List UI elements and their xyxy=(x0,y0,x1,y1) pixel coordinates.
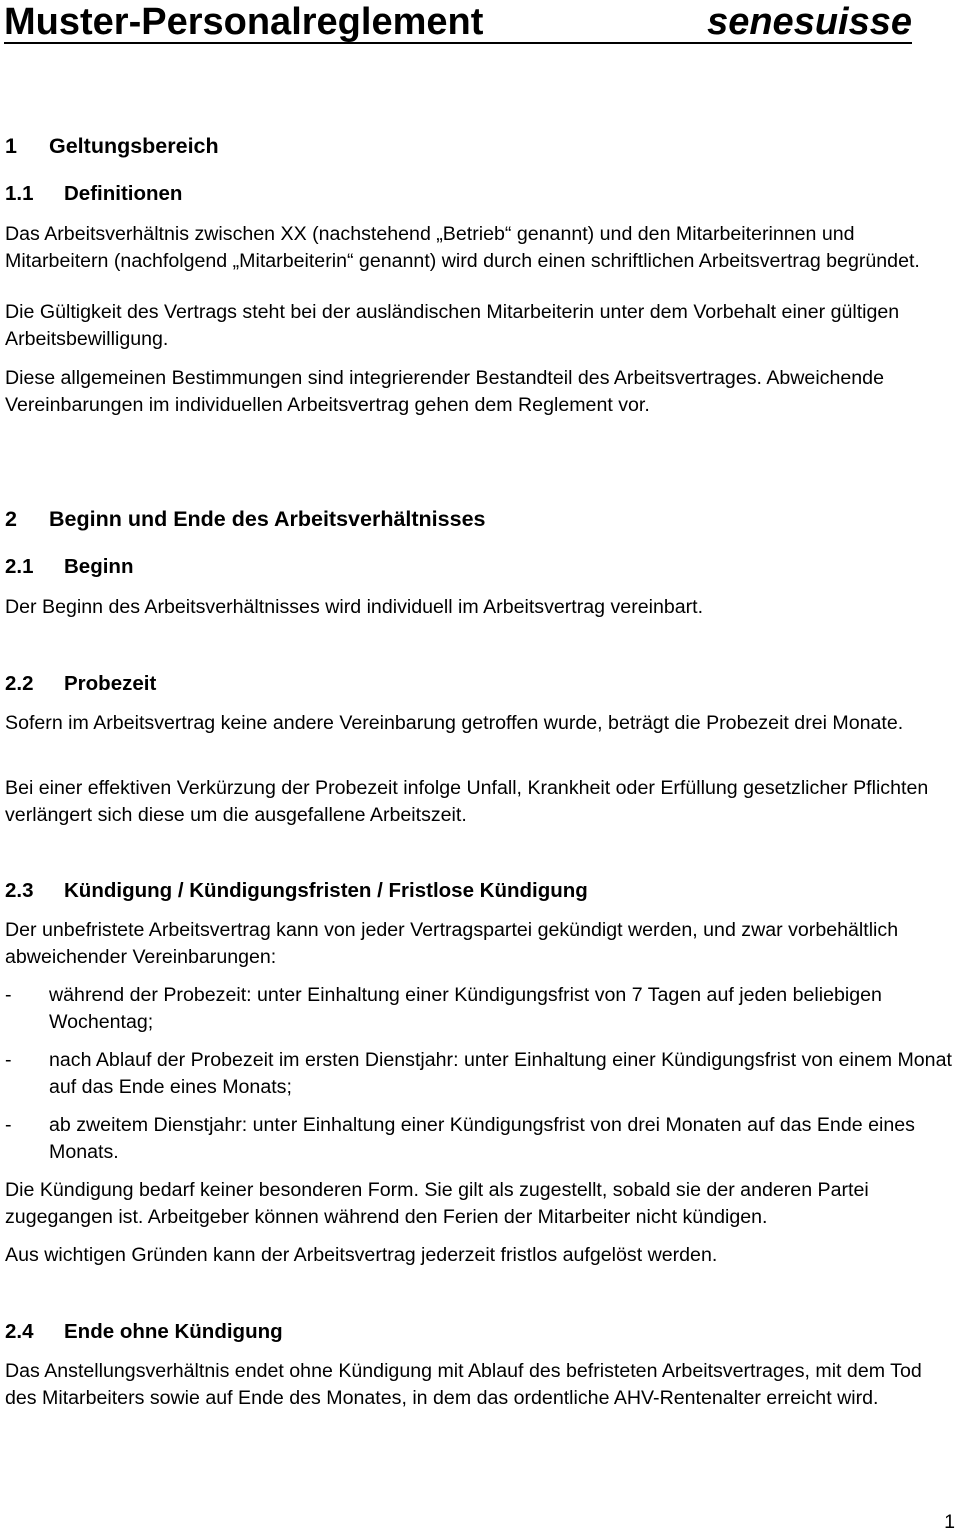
paragraph-2-3-c: Aus wichtigen Gründen kann der Arbeitsvertrag jederzeit fristlos aufgelöst werden. xyxy=(5,1244,718,1266)
paragraph-2-3-a: Der unbefristete Arbeitsvertrag kann von jeder Vertragspartei gekündigt werden, und zwar vorbehältlich abweichender Vereinbarungen: xyxy=(5,919,899,968)
section-title: Geltungsbereich xyxy=(49,134,219,158)
list-bullet: - xyxy=(5,1114,12,1136)
section-number: 2 xyxy=(5,507,17,531)
page-header xyxy=(4,0,912,44)
subsection-title: Definitionen xyxy=(64,182,183,205)
list-item-text: nach Ablauf der Probezeit im ersten Dienstjahr: unter Einhaltung einer Kündigungsfrist von einem Monat auf das Ende eines Monats; xyxy=(49,1049,952,1098)
paragraph-2-1-a: Der Beginn des Arbeitsverhältnisses wird individuell im Arbeitsvertrag vereinbart. xyxy=(5,596,704,618)
subsection-number: 2.1 xyxy=(5,555,34,578)
section-number: 1 xyxy=(5,134,17,158)
list-item xyxy=(5,1047,957,1100)
subsection-title: Ende ohne Kündigung xyxy=(64,1320,283,1343)
subsection-heading-2-1 xyxy=(5,554,957,580)
list-bullet: - xyxy=(5,1049,12,1071)
list-item-text: während der Probezeit: unter Einhaltung einer Kündigungsfrist von 7 Tagen auf jeden beliebigen Wochentag; xyxy=(49,984,882,1033)
paragraph-1-1-b: Die Gültigkeit des Vertrags steht bei der ausländischen Mitarbeiterin unter dem Vorbehalt einer gültigen Arbeitsbewilligung. xyxy=(5,301,900,350)
subsection-heading-2-4 xyxy=(5,1319,957,1345)
page-number: 1 xyxy=(944,1511,955,1533)
paragraph-2-3-b: Die Kündigung bedarf keiner besonderen Form. Sie gilt als zugestellt, sobald sie der anderen Partei zugegangen ist. Arbeitgeber können während den Ferien der Mitarbeiter nicht kündigen. xyxy=(5,1179,869,1228)
list-item xyxy=(5,982,957,1035)
subsection-title: Probezeit xyxy=(64,672,157,695)
section-title: Beginn und Ende des Arbeitsverhältnisses xyxy=(49,507,486,531)
paragraph-1-1-c: Diese allgemeinen Bestimmungen sind integrierender Bestandteil des Arbeitsvertrages. Abweichende Vereinbarungen im individuellen Arbeitsvertrag gehen dem Reglement vor. xyxy=(5,367,884,416)
list-bullet: - xyxy=(5,984,12,1006)
subsection-number: 2.4 xyxy=(5,1320,34,1343)
list-item-text: ab zweitem Dienstjahr: unter Einhaltung einer Kündigungsfrist von drei Monaten auf das Ende eines Monats. xyxy=(49,1114,915,1163)
document-title: Muster-Personalreglement xyxy=(4,1,484,43)
section-heading-1 xyxy=(5,133,957,159)
subsection-title: Kündigung / Kündigungsfristen / Fristlose Kündigung xyxy=(64,879,588,902)
section-heading-2 xyxy=(5,506,957,532)
list-item xyxy=(5,1112,957,1165)
paragraph-1-1-a: Das Arbeitsverhältnis zwischen XX (nachstehend „Betrieb“ genannt) und den Mitarbeiterinnen und Mitarbeitern (nachfolgend „Mitarbeiterin“ genannt) wird durch einen schriftlichen Arbeitsvertrag begründet. xyxy=(5,223,920,272)
paragraph-2-4-a: Das Anstellungsverhältnis endet ohne Kündigung mit Ablauf des befristeten Arbeitsvertrages, mit dem Tod des Mitarbeiters sowie auf Ende des Monates, in dem das ordentliche AHV-Rentenalter erreicht wird. xyxy=(5,1360,922,1409)
subsection-title: Beginn xyxy=(64,555,134,578)
subsection-heading-2-2 xyxy=(5,671,957,697)
paragraph-2-2-a: Sofern im Arbeitsvertrag keine andere Vereinbarung getroffen wurde, beträgt die Probezeit drei Monate. xyxy=(5,712,904,734)
subsection-number: 2.2 xyxy=(5,672,34,695)
brand-name: senesuisse xyxy=(707,1,912,43)
subsection-number: 1.1 xyxy=(5,182,34,205)
subsection-heading-2-3 xyxy=(5,878,957,904)
subsection-heading-1-1 xyxy=(5,181,957,207)
subsection-number: 2.3 xyxy=(5,879,34,902)
paragraph-2-2-b: Bei einer effektiven Verkürzung der Probezeit infolge Unfall, Krankheit oder Erfüllung gesetzlicher Pflichten verlängert sich diese um die ausgefallene Arbeitszeit. xyxy=(5,777,929,826)
